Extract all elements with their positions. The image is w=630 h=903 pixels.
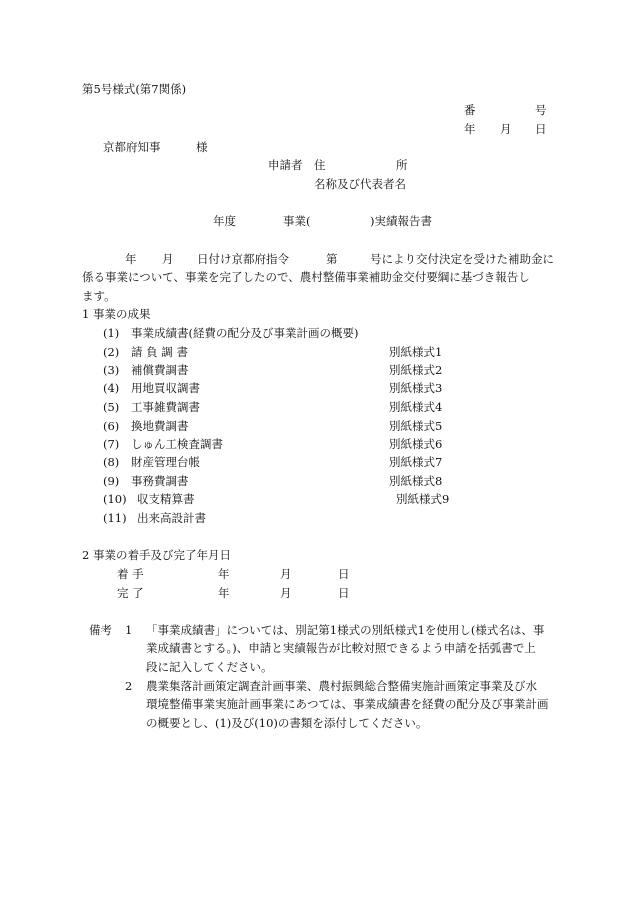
- item-name: 事業成績書(経費の配分及び事業計画の概要): [131, 326, 359, 340]
- intro-line2: 係る事業について、事業を完了したので、農村整備事業補助金交付要綱に基づき報告し: [82, 270, 530, 284]
- intro-month: 月: [162, 252, 174, 266]
- remark-number: 2: [125, 679, 133, 693]
- title-fiscal-year: 年度: [213, 214, 236, 228]
- completion-year: 年: [218, 586, 230, 600]
- intro-number-prefix: 第: [326, 252, 338, 266]
- title-report: )実績報告書: [370, 214, 432, 228]
- addressee-honorific: 様: [196, 140, 208, 154]
- address-label-1: 住: [314, 158, 326, 172]
- item-number: (3): [103, 363, 120, 377]
- section1-heading: 1 事業の成果: [82, 307, 151, 321]
- item-form-ref: 別紙様式2: [389, 363, 443, 377]
- item-name: 用地買収調書: [131, 381, 200, 395]
- item-form-ref: 別紙様式6: [389, 437, 443, 451]
- item-number: (6): [103, 419, 120, 433]
- item-number: (11): [103, 511, 127, 525]
- item-number: (8): [103, 455, 120, 469]
- item-number: (4): [103, 381, 120, 395]
- start-label: 着 手: [117, 567, 144, 581]
- item-name: 事務費調書: [131, 474, 189, 488]
- item-name: 財産管理台帳: [131, 455, 200, 469]
- item-number: (7): [103, 437, 120, 451]
- date-year: 年: [464, 122, 476, 136]
- start-year: 年: [218, 567, 230, 581]
- remark-line: 段に記入してください。: [146, 660, 273, 674]
- completion-label: 完 了: [117, 586, 144, 600]
- item-number: (10): [103, 492, 127, 506]
- representative-label: 名称及び代表者名: [314, 177, 406, 191]
- item-name: 出来高設計書: [137, 511, 206, 525]
- remark-number: 1: [125, 623, 133, 637]
- remark-line: の概要とし、(1)及び(10)の書類を添付してください。: [146, 716, 428, 730]
- title-project-open: 事業(: [283, 214, 311, 228]
- intro-line1-rest: 号により交付決定を受けた補助金に: [370, 252, 554, 266]
- form-number: 第5号様式(第7関係): [82, 82, 187, 96]
- intro-year: 年: [125, 252, 137, 266]
- item-form-ref: 別紙様式1: [389, 345, 443, 359]
- item-number: (5): [103, 400, 120, 414]
- remark-line: 「事業成績書」については、別記第1様式の別紙様式1を使用し(様式名は、事: [146, 623, 545, 637]
- intro-line3: ます。: [82, 289, 116, 303]
- date-day: 日: [535, 122, 547, 136]
- remark-line: 業成績書とする。)、申請と実績報告が比較対照できるよう申請を括弧書で上: [146, 641, 536, 655]
- item-form-ref: 別紙様式5: [389, 419, 443, 433]
- item-name: 工事雑費調書: [131, 400, 200, 414]
- item-form-ref: 別紙様式9: [396, 492, 450, 506]
- item-form-ref: 別紙様式3: [389, 381, 443, 395]
- item-number: (9): [103, 474, 120, 488]
- date-month: 月: [500, 122, 512, 136]
- addressee-name: 京都府知事: [103, 140, 161, 154]
- item-number: (1): [103, 326, 120, 340]
- remarks-label: 備考: [89, 623, 112, 637]
- completion-day: 日: [338, 586, 350, 600]
- completion-month: 月: [280, 586, 292, 600]
- start-month: 月: [280, 567, 292, 581]
- remark-line: 農業集落計画策定調査計画事業、農村振興総合整備実施計画策定事業及び水: [146, 679, 537, 693]
- section2-heading: 2 事業の着手及び完了年月日: [82, 548, 231, 562]
- number-suffix: 号: [535, 103, 547, 117]
- start-day: 日: [338, 567, 350, 581]
- remark-line: 環境整備事業実施計画事業にあつては、事業成績書を経費の配分及び事業計画: [146, 697, 549, 711]
- item-name: 請 負 調 書: [131, 345, 188, 359]
- item-name: 換地費調書: [131, 419, 189, 433]
- item-name: しゅん工検査調書: [131, 437, 223, 451]
- address-label-2: 所: [396, 158, 408, 172]
- intro-day-directive: 日付け京都府指令: [197, 252, 289, 266]
- item-form-ref: 別紙様式4: [389, 400, 443, 414]
- applicant-label: 申請者: [268, 158, 303, 172]
- item-name: 補償費調書: [131, 363, 189, 377]
- item-number: (2): [103, 345, 120, 359]
- item-name: 収支精算書: [137, 492, 195, 506]
- item-form-ref: 別紙様式7: [389, 455, 443, 469]
- item-form-ref: 別紙様式8: [389, 474, 443, 488]
- number-label: 番: [464, 103, 476, 117]
